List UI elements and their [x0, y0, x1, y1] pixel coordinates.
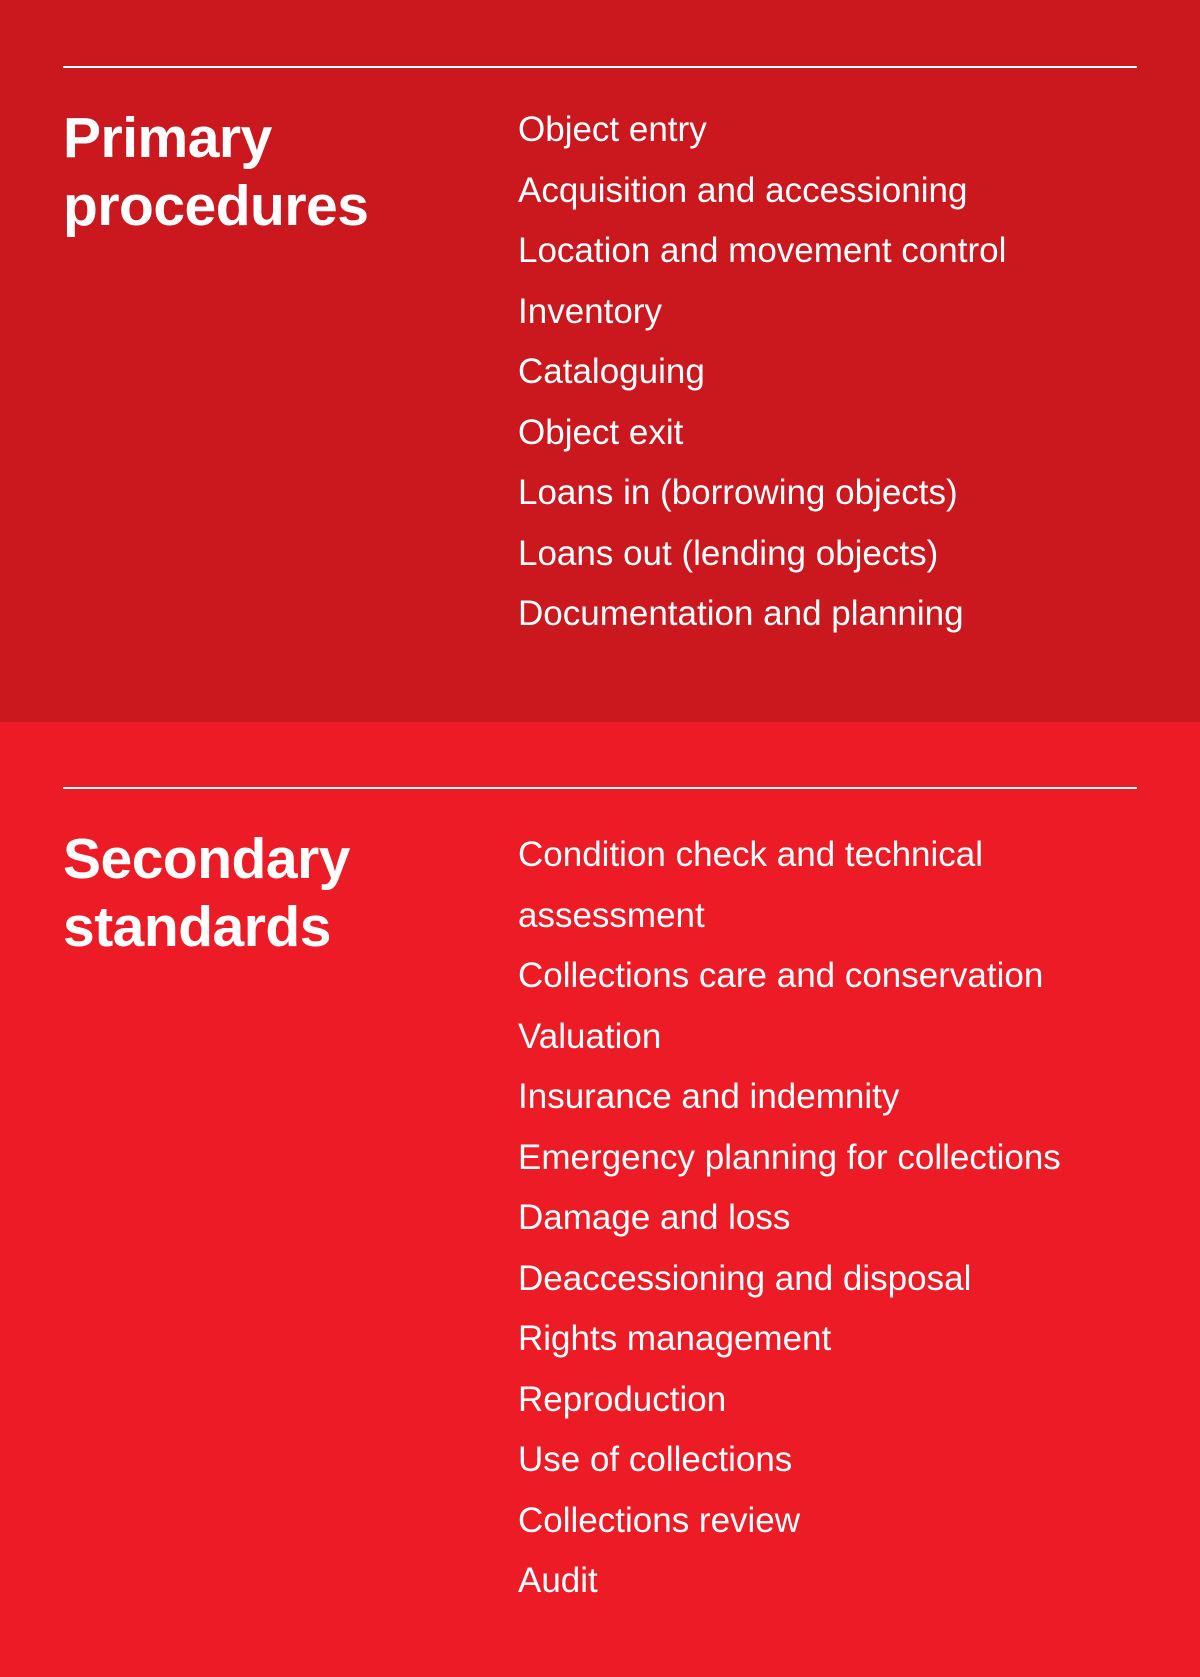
list-item: Audit: [518, 1561, 598, 1600]
section-heading: [63, 825, 350, 961]
heading-line: standards: [63, 895, 331, 959]
section-heading: [63, 104, 368, 240]
heading-line: procedures: [63, 174, 369, 238]
standards-list: [518, 825, 1061, 1612]
procedure-list: [518, 100, 1006, 645]
list-item: Damage and loss: [518, 1198, 791, 1237]
list-item: Use of collections: [518, 1440, 793, 1479]
list-item: Insurance and indemnity: [518, 1077, 900, 1116]
divider-rule: [63, 66, 1137, 68]
list-item: Loans out (lending objects): [518, 533, 939, 573]
list-item-continuation: assessment: [518, 895, 705, 935]
list-item: Object exit: [518, 412, 684, 452]
list-item: Acquisition and accessioning: [518, 170, 968, 210]
list-item: Valuation: [518, 1016, 662, 1056]
divider-rule: [63, 787, 1137, 789]
list-item: Collections care and conservation: [518, 956, 1044, 995]
heading-line: Primary: [63, 106, 272, 170]
list-item: Rights management: [518, 1319, 832, 1358]
list-item: Deaccessioning and disposal: [518, 1258, 972, 1298]
list-item: Loans in (borrowing objects): [518, 473, 958, 512]
list-item: Object entry: [518, 110, 707, 149]
list-item: Reproduction: [518, 1379, 727, 1419]
list-item: Location and movement control: [518, 231, 1007, 270]
list-item: Emergency planning for collections: [518, 1137, 1061, 1177]
list-item: Collections review: [518, 1500, 801, 1540]
secondary-standards-section: [0, 722, 1200, 1677]
list-item: Documentation and planning: [518, 594, 964, 633]
primary-procedures-section: [0, 0, 1200, 722]
list-item: Cataloguing: [518, 352, 705, 391]
heading-line: Secondary: [63, 827, 350, 891]
list-item: Condition check and technical: [518, 835, 984, 874]
list-item: Inventory: [518, 291, 662, 331]
